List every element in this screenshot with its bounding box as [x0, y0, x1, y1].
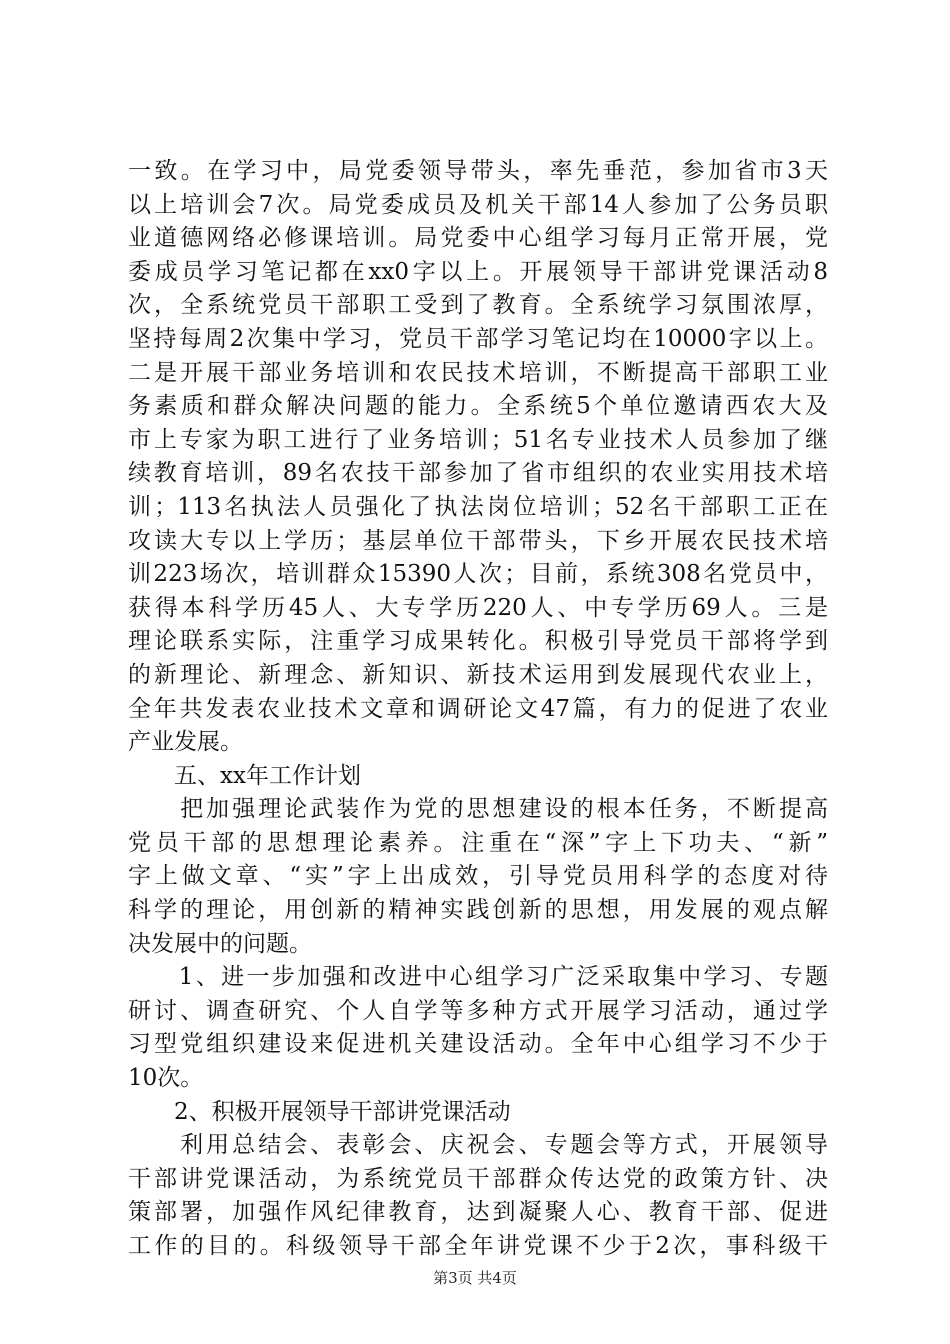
text-line: 理论联系实际，注重学习成果转化。积极引导党员干部将学到: [128, 628, 828, 655]
text-line: 一致。在学习中，局党委领导带头，率先垂范，参加省市3天: [128, 158, 828, 184]
text-line: 研讨、调查研究、个人自学等多种方式开展学习活动，通过学: [128, 997, 828, 1024]
text-line: 务素质和群众解决问题的能力。全系统5个单位邀请西农大及: [128, 393, 828, 420]
text-line: 训223场次，培训群众15390人次；目前，系统308名党员中，: [128, 561, 828, 588]
text-line: 训；113名执法人员强化了执法岗位培训；52名干部职工正在: [128, 493, 828, 520]
text-line: 决发展中的问题。: [128, 930, 312, 957]
text-line: 次，全系统党员干部职工受到了教育。全系统学习氛围浓厚，: [128, 292, 828, 319]
text-line: 二是开展干部业务培训和农民技术培训，不断提高干部职工业: [128, 359, 828, 386]
text-line: 把加强理论武装作为党的思想建设的根本任务，不断提高: [128, 796, 828, 823]
text-line: 产业发展。: [128, 729, 243, 756]
text-line: 业道德网络必修课培训。局党委中心组学习每月正常开展，党: [128, 225, 828, 252]
text-line: 五、xx年工作计划: [128, 762, 361, 789]
text-line: 获得本科学历45人、大专学历220人、中专学历69人。三是: [128, 594, 828, 621]
text-line: 习型党组织建设来促进机关建设活动。全年中心组学习不少于: [128, 1031, 828, 1058]
text-line: 续教育培训，89名农技干部参加了省市组织的农业实用技术培: [128, 460, 828, 487]
text-line: 市上专家为职工进行了业务培训；51名专业技术人员参加了继: [128, 426, 828, 453]
text-line: 科学的理论，用创新的精神实践创新的思想，用发展的观点解: [128, 897, 828, 924]
text-line: 坚持每周2次集中学习，党员干部学习笔记均在10000字以上。: [128, 325, 828, 352]
text-line: 利用总结会、表彰会、庆祝会、专题会等方式，开展领导: [128, 1132, 828, 1159]
text-line: 攻读大专以上学历；基层单位干部带头，下乡开展农民技术培: [128, 527, 828, 554]
text-line: 干部讲党课活动，为系统党员干部群众传达党的政策方针、决: [128, 1165, 828, 1192]
text-line: 以上培训会7次。局党委成员及机关干部14人参加了公务员职: [128, 191, 828, 218]
text-line: 的新理论、新理念、新知识、新技术运用到发展现代农业上，: [128, 661, 828, 688]
text-line: 1、进一步加强和改进中心组学习广泛采取集中学习、专题: [128, 964, 828, 991]
text-line: 党员干部的思想理论素养。注重在“深”字上下功夫、“新”: [128, 829, 828, 856]
text-line: 策部署，加强作风纪律教育，达到凝聚人心、教育干部、促进: [128, 1199, 828, 1226]
text-line: 字上做文章、“实”字上出成效，引导党员用科学的态度对待: [128, 863, 828, 890]
text-line: 全年共发表农业技术文章和调研论文47篇，有力的促进了农业: [128, 695, 828, 722]
text-line: 10次。: [128, 1065, 204, 1092]
text-line: 工作的目的。科级领导干部全年讲党课不少于2次，事科级干: [128, 1233, 828, 1259]
text-line: 2、积极开展领导干部讲党课活动: [128, 1098, 511, 1125]
page-footer: 第3页 共4页: [433, 1269, 517, 1287]
text-line: 委成员学习笔记都在xx0字以上。开展领导干部讲党课活动8: [128, 258, 828, 285]
document-body: [128, 155, 828, 1264]
